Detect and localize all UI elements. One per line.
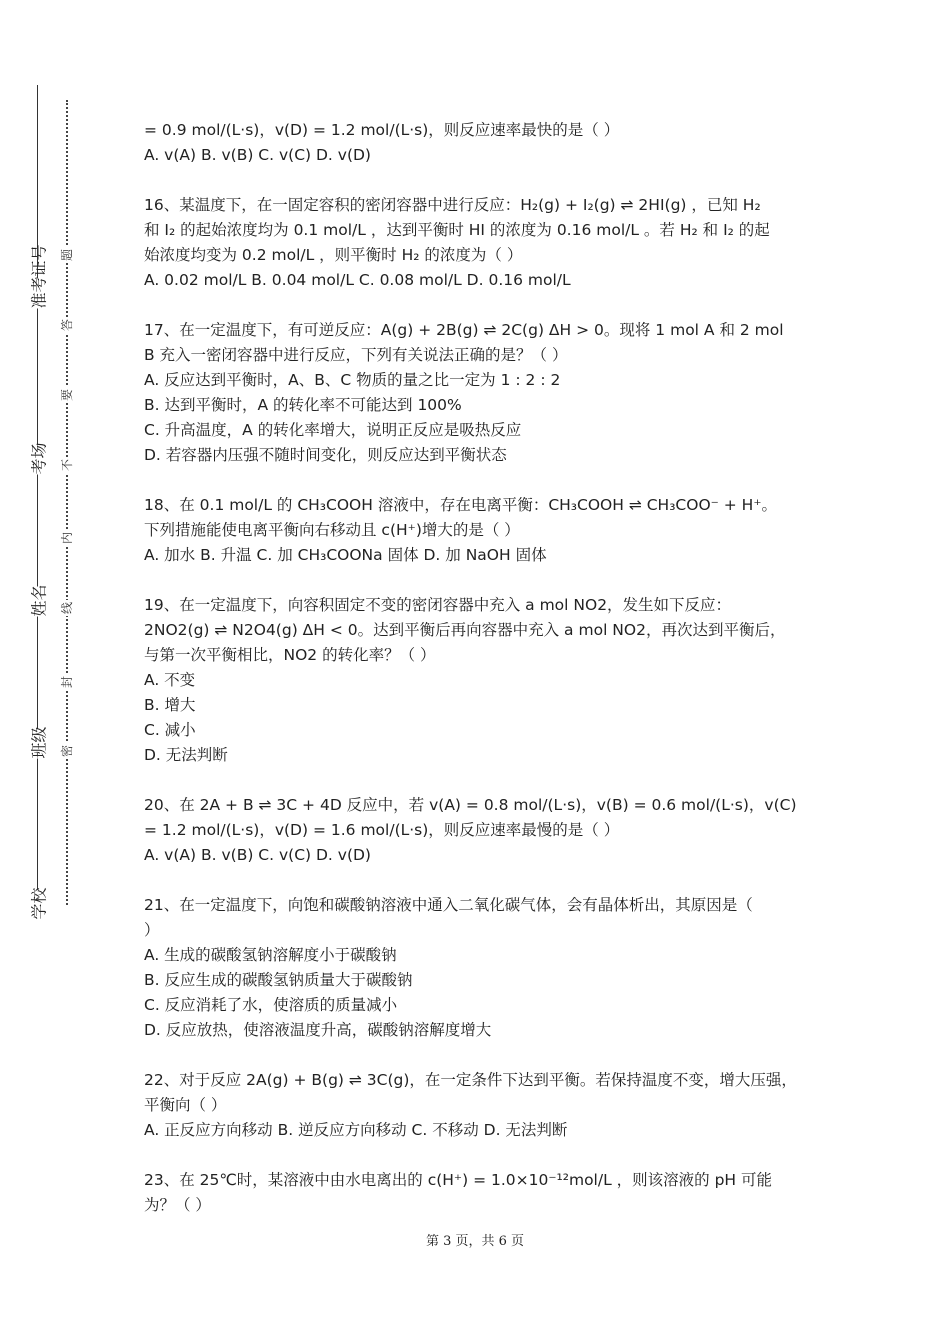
question-22 <box>144 1068 824 1143</box>
seal-char: 不 <box>60 459 74 472</box>
binding-solid-line <box>37 85 38 905</box>
question-line: = 0.9 mol/(L·s)，v(D) = 1.2 mol/(L·s)，则反应速率最快的是（ ） <box>144 121 620 139</box>
question-line: 和 I₂ 的起始浓度均为 0.1 mol/L ，达到平衡时 HI 的浓度为 0.16 mol/L 。若 H₂ 和 I₂ 的起 <box>144 221 770 239</box>
option-b: B. 反应生成的碳酸氢钠质量大于碳酸钠 <box>144 971 413 989</box>
binding-margin <box>0 0 100 1344</box>
option-c: C. 减小 <box>144 721 196 739</box>
option-c: C. 反应消耗了水，使溶质的质量减小 <box>144 996 398 1014</box>
question-line: 22、对于反应 2A(g) + B(g) ⇌ 3C(g)，在一定条件下达到平衡。若保持温度不变，增大压强， <box>144 1071 797 1089</box>
question-options: A. 正反应方向移动 B. 逆反应方向移动 C. 不移动 D. 无法判断 <box>144 1121 568 1139</box>
question-line: 18、在 0.1 mol/L 的 CH₃COOH 溶液中，存在电离平衡：CH₃COOH ⇌ CH₃COO⁻ + H⁺。 <box>144 496 778 514</box>
seal-char: 题 <box>60 249 74 262</box>
question-list <box>144 118 824 1243</box>
option-a: A. 不变 <box>144 671 196 689</box>
question-line: 17、在一定温度下，有可逆反应：A(g) + 2B(g) ⇌ 2C(g) ΔH > 0。现将 1 mol A 和 2 mol <box>144 321 784 339</box>
question-line: 始浓度均变为 0.2 mol/L ，则平衡时 H₂ 的浓度为（ ） <box>144 246 523 264</box>
field-exam-number: 准考证号 <box>27 279 50 309</box>
option-a: A. 反应达到平衡时，A、B、C 物质的量之比一定为 1 : 2 : 2 <box>144 371 561 389</box>
question-line: 2NO2(g) ⇌ N2O4(g) ΔH < 0。达到平衡后再向容器中充入 a mol NO2，再次达到平衡后， <box>144 621 786 639</box>
field-name: 姓名 <box>27 587 50 617</box>
option-d: D. 若容器内压强不随时间变化，则反应达到平衡状态 <box>144 446 507 464</box>
question-options: A. 加水 B. 升温 C. 加 CH₃COONa 固体 D. 加 NaOH 固体 <box>144 546 547 564</box>
option-d: D. 反应放热，使溶液温度升高，碳酸钠溶解度增大 <box>144 1021 492 1039</box>
question-21 <box>144 893 824 1043</box>
question-line: 19、在一定温度下，向容积固定不变的密闭容器中充入 a mol NO2，发生如下反应： <box>144 596 732 614</box>
option-d: D. 无法判断 <box>144 746 228 764</box>
question-line: 20、在 2A + B ⇌ 3C + 4D 反应中，若 v(A) = 0.8 mol/(L·s)，v(B) = 0.6 mol/(L·s)，v(C) <box>144 796 797 814</box>
question-line: ） <box>144 921 160 939</box>
question-17 <box>144 318 824 468</box>
question-16 <box>144 193 824 293</box>
seal-char: 线 <box>60 602 74 615</box>
question-23 <box>144 1168 824 1218</box>
question-line: = 1.2 mol/(L·s)，v(D) = 1.6 mol/(L·s)，则反应速率最慢的是（ ） <box>144 821 620 839</box>
question-line: 16、某温度下，在一固定容积的密闭容器中进行反应：H₂(g) + I₂(g) ⇌ 2HI(g) ，已知 H₂ <box>144 196 761 214</box>
question-19 <box>144 593 824 768</box>
seal-char: 密 <box>60 745 74 758</box>
question-options: A. 0.02 mol/L B. 0.04 mol/L C. 0.08 mol/L D. 0.16 mol/L <box>144 271 571 289</box>
question-20 <box>144 793 824 868</box>
question-line: 21、在一定温度下，向饱和碳酸钠溶液中通入二氧化碳气体，会有晶体析出，其原因是（ <box>144 896 753 914</box>
option-a: A. 生成的碳酸氢钠溶解度小于碳酸钠 <box>144 946 397 964</box>
page-footer: 第 3 页，共 6 页 <box>425 1234 525 1249</box>
option-c: C. 升高温度，A 的转化率增大，说明正反应是吸热反应 <box>144 421 522 439</box>
field-class: 班级 <box>27 729 50 759</box>
seal-char: 答 <box>60 319 74 332</box>
question-line: 与第一次平衡相比，NO2 的转化率？（ ） <box>144 646 436 664</box>
seal-char: 封 <box>60 676 74 689</box>
question-line: 下列措施能使电离平衡向右移动且 c(H⁺)增大的是（ ） <box>144 521 520 539</box>
question-15-continued <box>144 118 824 168</box>
field-exam-room: 考场 <box>27 445 50 475</box>
question-options: A. v(A) B. v(B) C. v(C) D. v(D) <box>144 846 371 864</box>
option-b: B. 达到平衡时，A 的转化率不可能达到 100% <box>144 396 462 414</box>
field-school: 学校 <box>27 890 50 920</box>
seal-dotted-line <box>66 100 68 905</box>
question-line: 为？（ ） <box>144 1196 211 1214</box>
option-b: B. 增大 <box>144 696 196 714</box>
question-18 <box>144 493 824 568</box>
question-line: 23、在 25℃时，某溶液中由水电离出的 c(H⁺) = 1.0×10⁻¹²mol/L ，则该溶液的 pH 可能 <box>144 1171 772 1189</box>
seal-char: 内 <box>60 532 74 545</box>
seal-char: 要 <box>60 389 74 402</box>
question-options: A. v(A) B. v(B) C. v(C) D. v(D) <box>144 146 371 164</box>
question-line: B 充入一密闭容器中进行反应，下列有关说法正确的是？（ ） <box>144 346 568 364</box>
question-line: 平衡向（ ） <box>144 1096 227 1114</box>
